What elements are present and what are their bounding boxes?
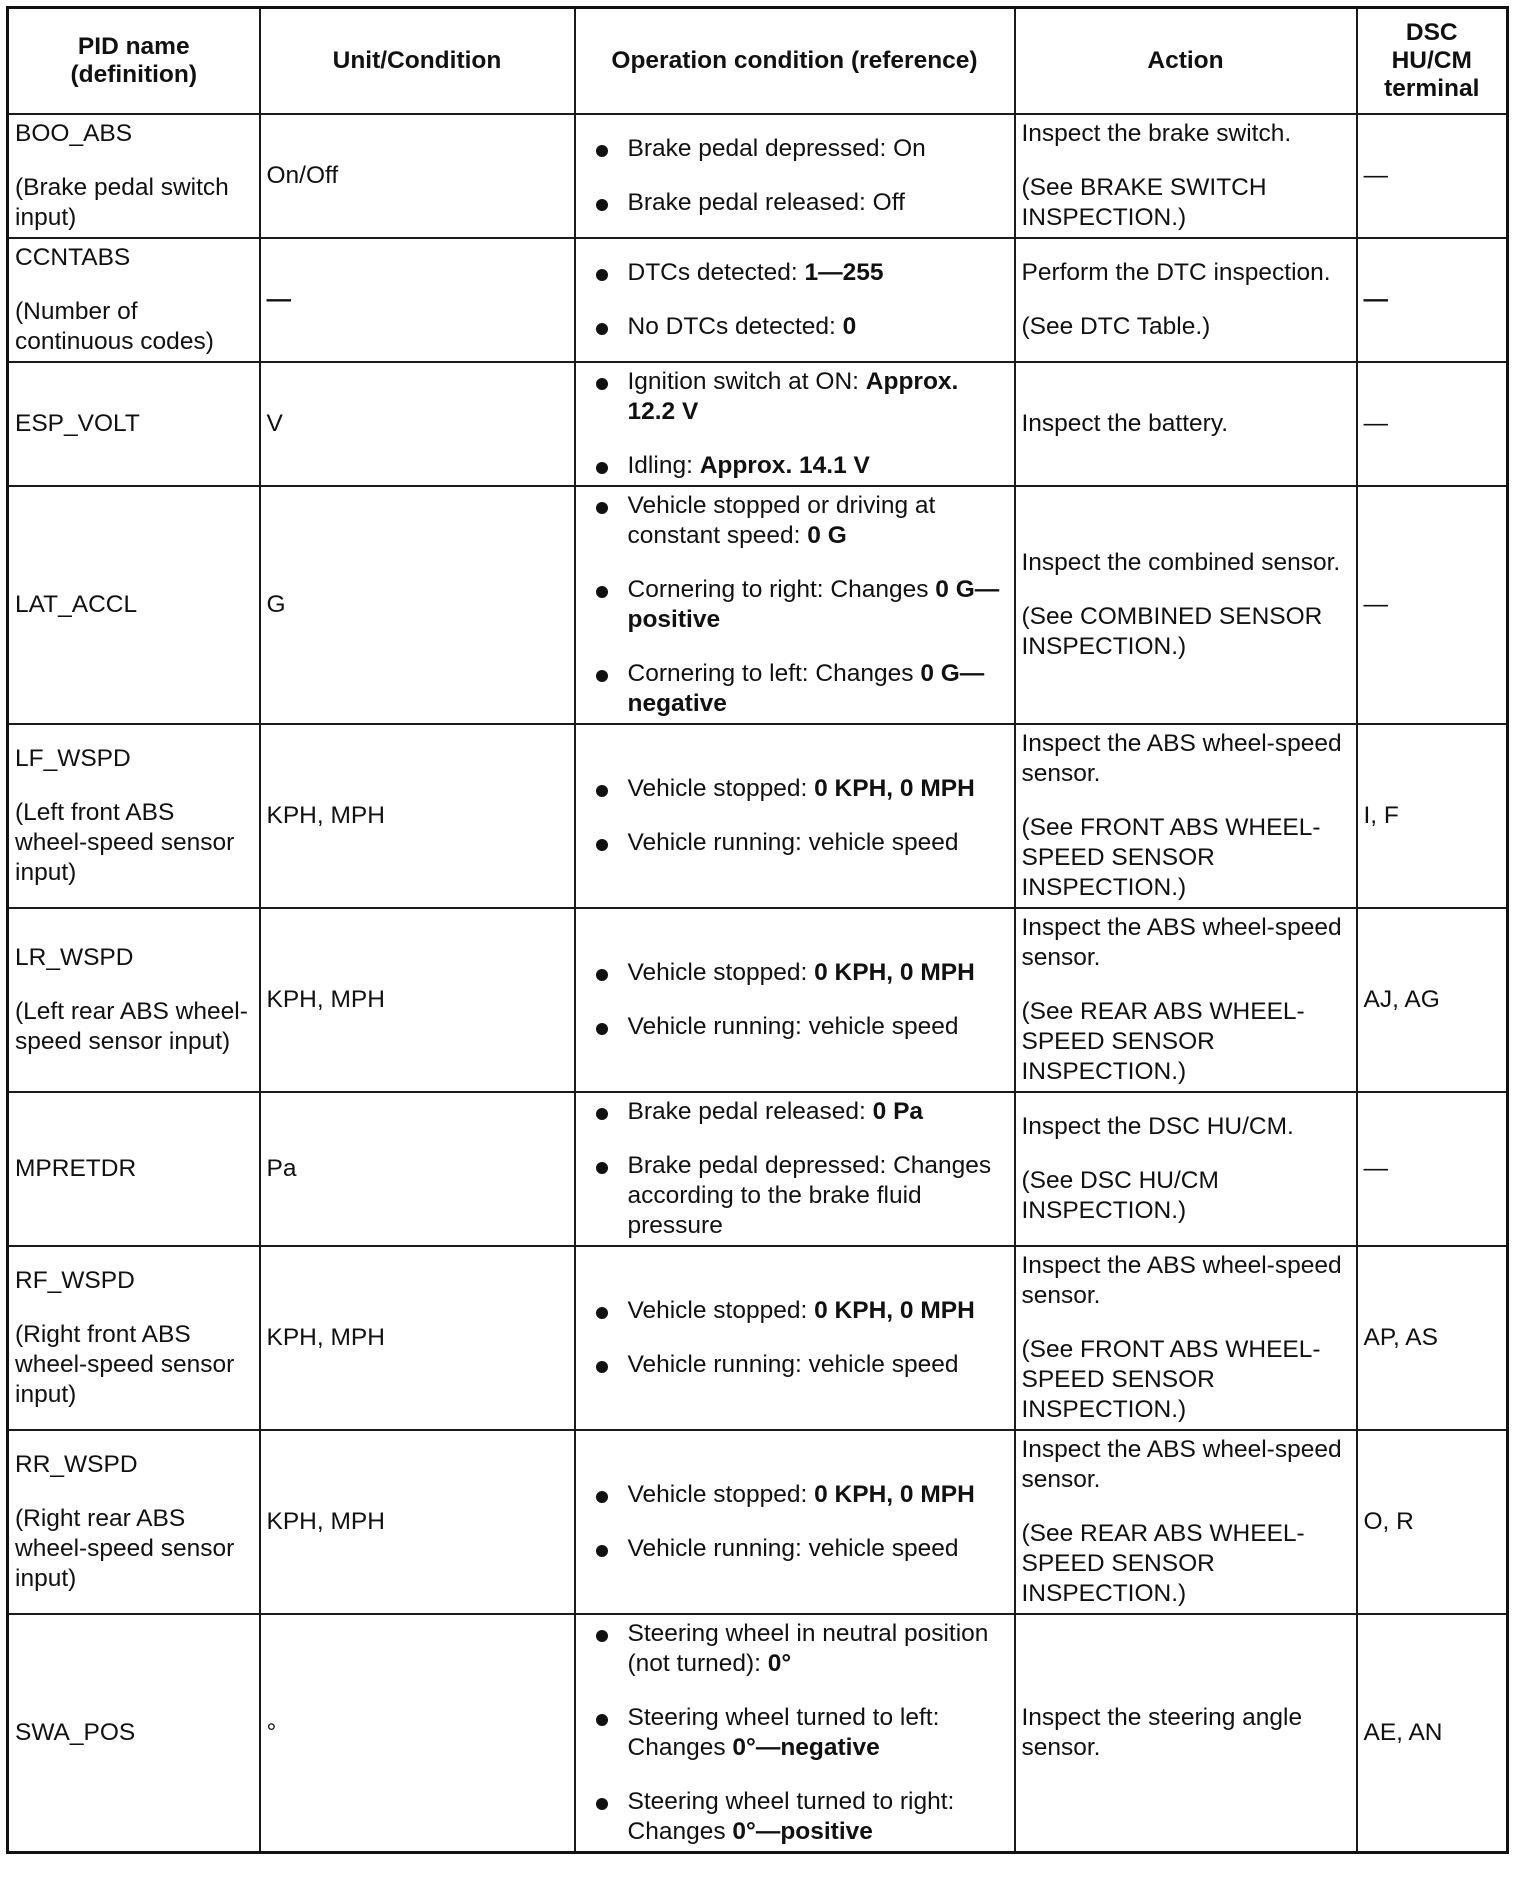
- pid-name: MPRETDR: [15, 1155, 137, 1182]
- condition-item: [596, 1097, 1008, 1127]
- header-pid-line1: PID name: [77, 33, 190, 60]
- table-row: [8, 1092, 1508, 1246]
- condition-value: 0°—positive: [732, 1818, 873, 1845]
- pid-definition: (Right rear ABS wheel-speed sensor input): [15, 1505, 235, 1592]
- condition-list: [582, 258, 1008, 342]
- operation-cell: [575, 908, 1015, 1092]
- operation-cell: [575, 1092, 1015, 1246]
- header-row: [8, 8, 1508, 115]
- condition-value: 0 KPH, 0 MPH: [814, 1481, 975, 1508]
- condition-text: Brake pedal depressed: Changes according to the brake fluid pressure: [627, 1152, 992, 1239]
- header-pid-line2: (definition): [70, 61, 198, 88]
- bullet-icon: [596, 1545, 608, 1557]
- operation-cell: [575, 486, 1015, 724]
- condition-text: Idling:: [627, 452, 700, 479]
- action-reference: (See FRONT ABS WHEEL-SPEED SENSOR INSPECTION.): [1021, 1336, 1321, 1423]
- condition-item: [596, 1534, 1008, 1564]
- condition-text: Ignition switch at ON:: [627, 368, 866, 395]
- operation-cell: [575, 1614, 1015, 1853]
- condition-text: Vehicle stopped:: [627, 1481, 815, 1508]
- unit-cell: °: [260, 1614, 575, 1853]
- condition-item: [596, 1151, 1008, 1241]
- condition-list: [582, 774, 1008, 858]
- header-operation-condition: Operation condition (reference): [575, 8, 1015, 115]
- pid-definition: (Number of continuous codes): [15, 298, 214, 355]
- condition-value: Approx. 14.1 V: [699, 452, 870, 479]
- condition-item: [596, 1350, 1008, 1380]
- condition-item: [596, 774, 1008, 804]
- condition-value: 0°—negative: [732, 1734, 880, 1761]
- action-cell: [1015, 238, 1357, 362]
- action-reference: (See DTC Table.): [1021, 313, 1211, 340]
- condition-text: DTCs detected:: [627, 259, 805, 286]
- condition-list: [582, 1480, 1008, 1564]
- pid-name: SWA_POS: [15, 1719, 136, 1746]
- condition-list: [582, 1097, 1008, 1241]
- unit-cell: —: [260, 238, 575, 362]
- condition-value: 0 KPH, 0 MPH: [814, 959, 975, 986]
- header-terminal-line2: HU/CM: [1391, 47, 1472, 74]
- condition-value: 0 KPH, 0 MPH: [814, 1297, 975, 1324]
- action-reference: (See FRONT ABS WHEEL-SPEED SENSOR INSPECTION.): [1021, 814, 1321, 901]
- pid-cell: [8, 908, 260, 1092]
- pid-name: BOO_ABS: [15, 120, 133, 147]
- table-row: [8, 238, 1508, 362]
- table-row: [8, 724, 1508, 908]
- unit-cell: On/Off: [260, 114, 575, 238]
- condition-text: Vehicle running: vehicle speed: [627, 1351, 959, 1378]
- terminal-cell: I, F: [1357, 724, 1508, 908]
- bullet-icon: [596, 1491, 608, 1503]
- bullet-icon: [596, 502, 608, 514]
- bullet-icon: [596, 1162, 608, 1174]
- terminal-cell: —: [1357, 1092, 1508, 1246]
- bullet-icon: [596, 1023, 608, 1035]
- terminal-cell: —: [1357, 486, 1508, 724]
- condition-text: Cornering to right: Changes: [627, 576, 936, 603]
- condition-value: Approx. 12.2 V: [627, 368, 959, 425]
- condition-item: [596, 1012, 1008, 1042]
- unit-cell: Pa: [260, 1092, 575, 1246]
- table-row: [8, 908, 1508, 1092]
- table-row: [8, 1614, 1508, 1853]
- terminal-cell: AJ, AG: [1357, 908, 1508, 1092]
- pid-name: RR_WSPD: [15, 1451, 138, 1478]
- condition-text: Vehicle stopped:: [627, 775, 815, 802]
- pid-table: [6, 6, 1509, 1854]
- condition-value: 0 G—positive: [627, 576, 1000, 633]
- action-text: Inspect the battery.: [1021, 410, 1229, 437]
- condition-text: Brake pedal depressed: On: [627, 135, 926, 162]
- pid-cell: [8, 1614, 260, 1853]
- action-cell: [1015, 1246, 1357, 1430]
- condition-item: [596, 367, 1008, 427]
- action-reference: (See REAR ABS WHEEL-SPEED SENSOR INSPECTION.): [1021, 998, 1305, 1085]
- pid-name: LF_WSPD: [15, 745, 131, 772]
- bullet-icon: [596, 199, 608, 211]
- bullet-icon: [596, 785, 608, 797]
- action-cell: [1015, 1430, 1357, 1614]
- bullet-icon: [596, 1108, 608, 1120]
- condition-value: 0°: [767, 1650, 792, 1677]
- pid-name: LR_WSPD: [15, 944, 134, 971]
- terminal-cell: O, R: [1357, 1430, 1508, 1614]
- bullet-icon: [596, 323, 608, 335]
- condition-text: Brake pedal released:: [627, 1098, 873, 1125]
- action-text: Inspect the ABS wheel-speed sensor.: [1021, 1252, 1342, 1309]
- condition-item: [596, 958, 1008, 988]
- bullet-icon: [596, 1630, 608, 1642]
- bullet-icon: [596, 462, 608, 474]
- header-terminal-line1: DSC: [1405, 19, 1458, 46]
- table-row: [8, 114, 1508, 238]
- condition-text: Steering wheel turned to right: Changes: [627, 1788, 955, 1845]
- pid-name: CCNTABS: [15, 244, 131, 271]
- pid-cell: [8, 724, 260, 908]
- condition-list: [582, 1296, 1008, 1380]
- condition-text: Vehicle stopped:: [627, 1297, 815, 1324]
- unit-cell: KPH, MPH: [260, 724, 575, 908]
- condition-text: Cornering to left: Changes: [627, 660, 921, 687]
- bullet-icon: [596, 839, 608, 851]
- action-text: Inspect the ABS wheel-speed sensor.: [1021, 1436, 1342, 1493]
- action-cell: [1015, 1614, 1357, 1853]
- operation-cell: [575, 724, 1015, 908]
- bullet-icon: [596, 269, 608, 281]
- pid-cell: [8, 1430, 260, 1614]
- condition-value: 0: [842, 313, 857, 340]
- bullet-icon: [596, 1307, 608, 1319]
- condition-item: [596, 1619, 1008, 1679]
- action-cell: [1015, 114, 1357, 238]
- action-cell: [1015, 1092, 1357, 1246]
- bullet-icon: [596, 586, 608, 598]
- condition-text: Brake pedal released: Off: [627, 189, 905, 216]
- bullet-icon: [596, 1714, 608, 1726]
- pid-definition: (Left rear ABS wheel-speed sensor input): [15, 998, 248, 1055]
- pid-cell: [8, 362, 260, 486]
- pid-name: ESP_VOLT: [15, 410, 140, 437]
- header-terminal: [1357, 8, 1508, 115]
- operation-cell: [575, 362, 1015, 486]
- condition-item: [596, 1480, 1008, 1510]
- action-text: Inspect the ABS wheel-speed sensor.: [1021, 730, 1342, 787]
- table-row: [8, 362, 1508, 486]
- action-cell: [1015, 362, 1357, 486]
- bullet-icon: [596, 670, 608, 682]
- condition-list: [582, 367, 1008, 481]
- condition-text: Vehicle running: vehicle speed: [627, 829, 959, 856]
- action-reference: (See REAR ABS WHEEL-SPEED SENSOR INSPECTION.): [1021, 1520, 1305, 1607]
- terminal-cell: AP, AS: [1357, 1246, 1508, 1430]
- condition-text: Vehicle running: vehicle speed: [627, 1535, 959, 1562]
- table-body: [8, 114, 1508, 1853]
- action-reference: (See COMBINED SENSOR INSPECTION.): [1021, 603, 1323, 660]
- operation-cell: [575, 238, 1015, 362]
- header-unit-condition: Unit/Condition: [260, 8, 575, 115]
- action-reference: (See DSC HU/CM INSPECTION.): [1021, 1167, 1219, 1224]
- terminal-cell: —: [1357, 362, 1508, 486]
- condition-value: 1—255: [804, 259, 884, 286]
- condition-item: [596, 134, 1008, 164]
- terminal-cell: AE, AN: [1357, 1614, 1508, 1853]
- terminal-cell: —: [1357, 114, 1508, 238]
- unit-cell: V: [260, 362, 575, 486]
- pid-definition: (Left front ABS wheel-speed sensor input): [15, 799, 235, 886]
- header-terminal-line3: terminal: [1384, 75, 1480, 102]
- condition-text: No DTCs detected:: [627, 313, 843, 340]
- action-cell: [1015, 486, 1357, 724]
- unit-cell: KPH, MPH: [260, 1430, 575, 1614]
- condition-item: [596, 828, 1008, 858]
- operation-cell: [575, 1430, 1015, 1614]
- condition-text: Vehicle stopped:: [627, 959, 815, 986]
- condition-item: [596, 451, 1008, 481]
- condition-list: [582, 958, 1008, 1042]
- pid-definition: (Brake pedal switch input): [15, 174, 229, 231]
- condition-value: 0 G: [807, 522, 847, 549]
- condition-value: 0 Pa: [872, 1098, 924, 1125]
- condition-item: [596, 188, 1008, 218]
- terminal-cell: —: [1357, 238, 1508, 362]
- condition-value: 0 KPH, 0 MPH: [814, 775, 975, 802]
- action-text: Inspect the DSC HU/CM.: [1021, 1113, 1294, 1140]
- condition-item: [596, 1296, 1008, 1326]
- action-cell: [1015, 724, 1357, 908]
- bullet-icon: [596, 378, 608, 390]
- header-action: Action: [1015, 8, 1357, 115]
- operation-cell: [575, 1246, 1015, 1430]
- pid-cell: [8, 238, 260, 362]
- pid-cell: [8, 114, 260, 238]
- unit-cell: KPH, MPH: [260, 908, 575, 1092]
- condition-text: Vehicle running: vehicle speed: [627, 1013, 959, 1040]
- action-text: Inspect the steering angle sensor.: [1021, 1704, 1303, 1761]
- bullet-icon: [596, 1361, 608, 1373]
- condition-text: Steering wheel in neutral position (not turned):: [627, 1620, 989, 1677]
- condition-item: [596, 575, 1008, 635]
- condition-item: [596, 1703, 1008, 1763]
- table-row: [8, 486, 1508, 724]
- action-text: Inspect the combined sensor.: [1021, 549, 1341, 576]
- operation-cell: [575, 114, 1015, 238]
- condition-item: [596, 659, 1008, 719]
- pid-name: LAT_ACCL: [15, 591, 138, 618]
- bullet-icon: [596, 145, 608, 157]
- condition-text: Steering wheel turned to left: Changes: [627, 1704, 940, 1761]
- pid-cell: [8, 1092, 260, 1246]
- action-text: Inspect the ABS wheel-speed sensor.: [1021, 914, 1342, 971]
- bullet-icon: [596, 969, 608, 981]
- condition-list: [582, 491, 1008, 719]
- condition-item: [596, 312, 1008, 342]
- condition-list: [582, 1619, 1008, 1847]
- condition-item: [596, 1787, 1008, 1847]
- pid-definition: (Right front ABS wheel-speed sensor input): [15, 1321, 235, 1408]
- table-row: [8, 1246, 1508, 1430]
- condition-text: Vehicle stopped or driving at constant speed:: [627, 492, 936, 549]
- unit-cell: KPH, MPH: [260, 1246, 575, 1430]
- action-reference: (See BRAKE SWITCH INSPECTION.): [1021, 174, 1267, 231]
- pid-cell: [8, 486, 260, 724]
- condition-item: [596, 258, 1008, 288]
- pid-cell: [8, 1246, 260, 1430]
- header-pid-name: [8, 8, 260, 115]
- unit-cell: G: [260, 486, 575, 724]
- condition-list: [582, 134, 1008, 218]
- condition-item: [596, 491, 1008, 551]
- condition-value: 0 G—negative: [627, 660, 985, 717]
- action-text: Perform the DTC inspection.: [1021, 259, 1331, 286]
- pid-name: RF_WSPD: [15, 1267, 135, 1294]
- action-cell: [1015, 908, 1357, 1092]
- action-text: Inspect the brake switch.: [1021, 120, 1292, 147]
- table-row: [8, 1430, 1508, 1614]
- bullet-icon: [596, 1798, 608, 1810]
